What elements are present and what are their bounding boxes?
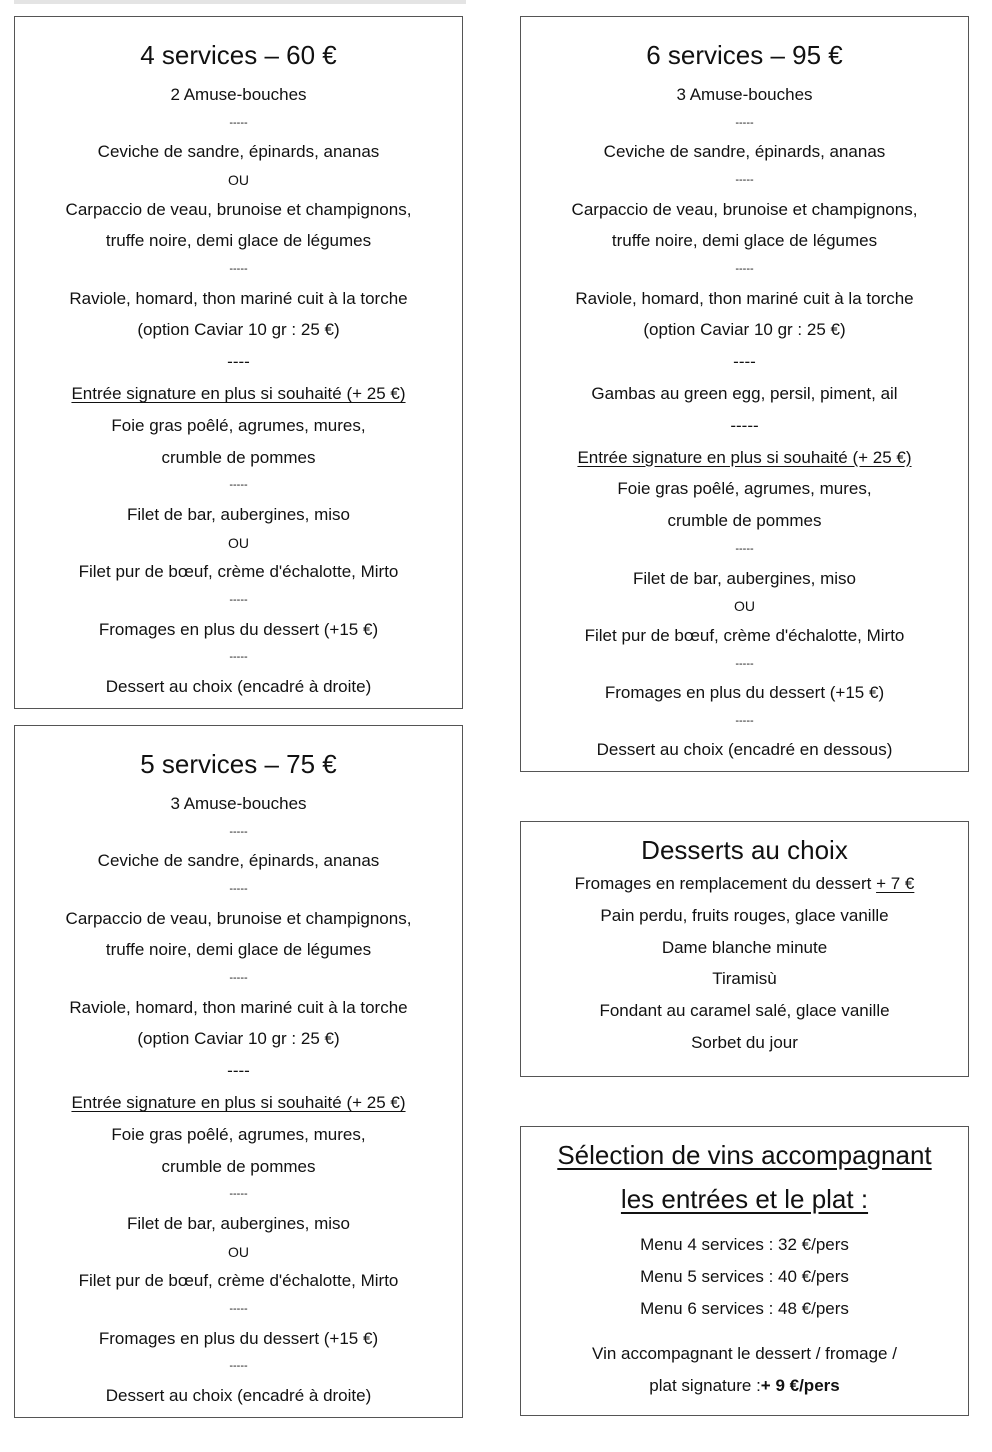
menu-line: Foie gras poêlé, agrumes, mures, bbox=[111, 415, 366, 435]
cheese-price: + 7 € bbox=[876, 874, 915, 893]
menu-line: Filet de bar, aubergines, miso bbox=[126, 1213, 350, 1233]
separator: ----- bbox=[229, 116, 248, 129]
menu-line: Gambas au green egg, persil, piment, ail bbox=[591, 384, 898, 404]
or-label: OU bbox=[228, 1243, 249, 1260]
menu-lines bbox=[15, 79, 462, 703]
menu-title: 6 services – 95 € bbox=[646, 40, 843, 70]
wine-selection-box bbox=[520, 1126, 969, 1416]
menu-title: 5 services – 75 € bbox=[140, 749, 337, 779]
separator: ----- bbox=[735, 116, 754, 129]
dessert-item: Sorbet du jour bbox=[691, 1032, 798, 1052]
cheese-text: Fromages en remplacement du dessert bbox=[574, 874, 877, 893]
menu-line: Carpaccio de veau, brunoise et champignons, bbox=[65, 199, 412, 219]
menu-line: (option Caviar 10 gr : 25 €) bbox=[137, 320, 340, 340]
menu-line: Carpaccio de veau, brunoise et champignons, bbox=[571, 199, 918, 219]
signature-heading: Entrée signature en plus si souhaité (+ 25 €) bbox=[71, 1093, 406, 1113]
menu-title: 4 services – 60 € bbox=[140, 40, 337, 70]
separator: ----- bbox=[735, 657, 754, 670]
wine-extra-prefix: plat signature : bbox=[649, 1376, 761, 1396]
menu-line: crumble de pommes bbox=[667, 511, 822, 531]
menu-line: (option Caviar 10 gr : 25 €) bbox=[643, 320, 846, 340]
dessert-item: Tiramisù bbox=[712, 969, 777, 989]
separator: ----- bbox=[735, 263, 754, 276]
menu-line: ---- bbox=[733, 352, 756, 372]
menu-line: 2 Amuse-bouches bbox=[170, 85, 307, 104]
menu-line: Filet pur de bœuf, crème d'échalotte, Mirto bbox=[78, 1271, 399, 1291]
wine-extra-line-1: Vin accompagnant le dessert / fromage / bbox=[592, 1344, 897, 1364]
separator: ----- bbox=[229, 1303, 248, 1316]
menu-line: ---- bbox=[227, 352, 250, 372]
menu-line: ---- bbox=[227, 1061, 250, 1081]
menu-line: ----- bbox=[730, 415, 759, 435]
separator: ----- bbox=[229, 594, 248, 607]
menu-line: truffe noire, demi glace de légumes bbox=[105, 231, 372, 251]
menu-line: Filet de bar, aubergines, miso bbox=[632, 568, 856, 588]
menu-line: Ceviche de sandre, épinards, ananas bbox=[97, 142, 380, 162]
menu-6-services bbox=[520, 16, 969, 772]
menu-line: Carpaccio de veau, brunoise et champignons, bbox=[65, 908, 412, 928]
menu-line: Raviole, homard, thon mariné cuit à la torche bbox=[575, 288, 914, 308]
wine-title-line-2: les entrées et le plat : bbox=[620, 1184, 869, 1214]
menu-5-services bbox=[14, 725, 463, 1418]
menu-line: Raviole, homard, thon mariné cuit à la torche bbox=[69, 288, 408, 308]
dessert-item: Fondant au caramel salé, glace vanille bbox=[599, 1001, 890, 1021]
separator: ----- bbox=[229, 825, 248, 838]
separator: ----- bbox=[735, 543, 754, 556]
menu-line: truffe noire, demi glace de légumes bbox=[611, 231, 878, 251]
menu-line: Filet pur de bœuf, crème d'échalotte, Mirto bbox=[584, 625, 905, 645]
menu-line: Filet de bar, aubergines, miso bbox=[126, 504, 350, 524]
dessert-list bbox=[521, 900, 968, 1059]
menu-line: crumble de pommes bbox=[161, 447, 316, 467]
menu-line: truffe noire, demi glace de légumes bbox=[105, 940, 372, 960]
menu-line: Ceviche de sandre, épinards, ananas bbox=[603, 142, 886, 162]
menu-line: crumble de pommes bbox=[161, 1156, 316, 1176]
wine-price-4: Menu 4 services : 32 €/pers bbox=[640, 1235, 849, 1254]
wine-extra-line-2 bbox=[521, 1370, 968, 1402]
menu-line: Dessert au choix (encadré à droite) bbox=[105, 676, 372, 696]
menu-line: Filet pur de bœuf, crème d'échalotte, Mirto bbox=[78, 562, 399, 582]
separator: ----- bbox=[229, 479, 248, 492]
menu-line: 3 Amuse-bouches bbox=[170, 794, 307, 813]
desserts-title: Desserts au choix bbox=[641, 835, 848, 865]
menu-line: Dessert au choix (encadré en dessous) bbox=[596, 740, 893, 760]
or-label: OU bbox=[228, 172, 249, 189]
menu-lines bbox=[15, 788, 462, 1412]
dessert-item: Dame blanche minute bbox=[661, 937, 828, 957]
separator: ----- bbox=[229, 651, 248, 664]
menu-line: Foie gras poêlé, agrumes, mures, bbox=[617, 479, 872, 499]
separator: ----- bbox=[229, 1360, 248, 1373]
or-label: OU bbox=[228, 534, 249, 551]
menu-line: Ceviche de sandre, épinards, ananas bbox=[97, 851, 380, 871]
separator: ----- bbox=[229, 1188, 248, 1201]
separator: ----- bbox=[229, 883, 248, 896]
wine-title-line-1: Sélection de vins accompagnant bbox=[557, 1140, 932, 1170]
top-divider bbox=[14, 0, 466, 4]
or-label: OU bbox=[734, 598, 755, 615]
wine-price-5: Menu 5 services : 40 €/pers bbox=[640, 1266, 849, 1286]
wine-extra-price: + 9 €/pers bbox=[760, 1376, 840, 1396]
signature-heading: Entrée signature en plus si souhaité (+ 25 €) bbox=[71, 384, 406, 404]
separator: ----- bbox=[229, 263, 248, 276]
separator: ----- bbox=[229, 972, 248, 985]
dessert-cheese-option bbox=[521, 868, 968, 900]
menu-line: Fromages en plus du dessert (+15 €) bbox=[604, 683, 885, 703]
separator: ----- bbox=[735, 714, 754, 727]
menu-line: Raviole, homard, thon mariné cuit à la torche bbox=[69, 997, 408, 1017]
menu-line: 3 Amuse-bouches bbox=[676, 85, 813, 104]
desserts-box bbox=[520, 821, 969, 1077]
dessert-item: Pain perdu, fruits rouges, glace vanille bbox=[600, 905, 889, 925]
wine-price-6: Menu 6 services : 48 €/pers bbox=[640, 1298, 849, 1318]
menu-line: (option Caviar 10 gr : 25 €) bbox=[137, 1029, 340, 1049]
menu-line: Dessert au choix (encadré à droite) bbox=[105, 1385, 372, 1405]
menu-line: Fromages en plus du dessert (+15 €) bbox=[98, 619, 379, 639]
menu-lines bbox=[521, 79, 968, 766]
menu-line: Fromages en plus du dessert (+15 €) bbox=[98, 1328, 379, 1348]
menu-4-services bbox=[14, 16, 463, 709]
menu-line: Foie gras poêlé, agrumes, mures, bbox=[111, 1124, 366, 1144]
separator: ----- bbox=[735, 174, 754, 187]
signature-heading: Entrée signature en plus si souhaité (+ 25 €) bbox=[577, 447, 912, 467]
